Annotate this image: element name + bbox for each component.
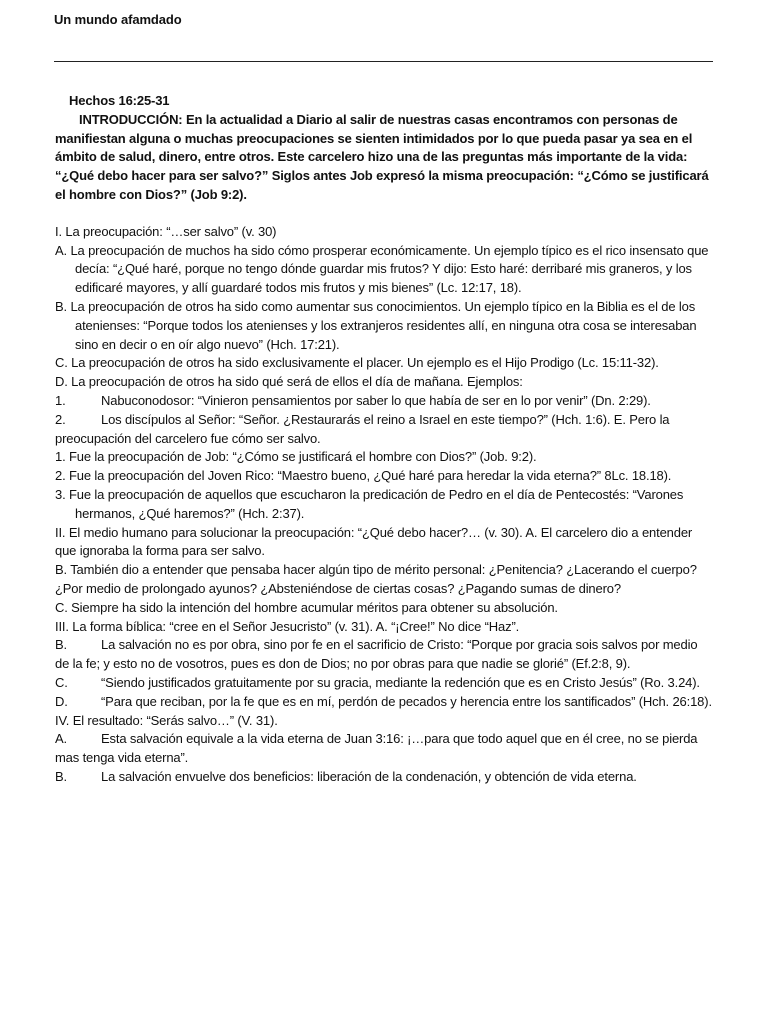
outline-text: Esta salvación equivale a la vida eterna de Juan 3:16: ¡…para que todo aquel que en él cree, no se pierda mas tenga vida eterna”. xyxy=(55,731,698,766)
outline-paragraph: 1. Fue la preocupación de Job: “¿Cómo se justificará el hombre con Dios?” (Job. 9:2). xyxy=(55,449,537,465)
introduction-paragraph: INTRODUCCIÓN: En la actualidad a Diario al salir de nuestras casas encontramos con personas de manifiestan alguna o muchas preocupaciones se sienten intimidados por lo que pueda pasar ya sea en el ámbito de salud, dinero, entre otros. Este carcelero hizo una de las preguntas más importante de la vida: “¿Qué debo hacer para ser salvo?” Siglos antes Job expresó la misma preocupación: “¿Cómo se justificará el hombre con Dios?” (Job 9:2). xyxy=(55,111,709,202)
outline-text: La salvación no es por obra, sino por fe en el sacrificio de Cristo: “Porque por gracia sois salvos por medio de la fe; y esto no de vosotros, pues es don de Dios; no por obras para que nadie se glorié” (Ef.2:8, 9). xyxy=(55,637,698,672)
outline-label: B. xyxy=(55,637,67,653)
paragraph-spacer xyxy=(55,205,715,223)
outline-label: B. xyxy=(55,768,67,784)
outline-paragraph: B. La preocupación de otros ha sido como aumentar sus conocimientos. Un ejemplo típico en la Biblia es el de los atenienses: “Porque todos los atenienses y los extranjeros residentes allí, en ninguna otra cosa se interesaban sino en decir o en oír algo nuevo” (Hch. 17:21). xyxy=(55,298,697,352)
outline-text: “Para que reciban, por la fe que es en mí, perdón de pecados y herencia entre los santificados” (Hch. 26:18). xyxy=(101,693,712,709)
outline-paragraph: IV. El resultado: “Serás salvo…” (V. 31). xyxy=(55,712,278,728)
outline-paragraph xyxy=(55,674,715,693)
outline-paragraph: II. El medio humano para solucionar la preocupación: “¿Qué debo hacer?… (v. 30). A. El carcelero dio a entender que ignoraba la forma para ser salvo. xyxy=(55,524,693,559)
outline-text: “Siendo justificados gratuitamente por su gracia, mediante la redención que es en Cristo Jesús” (Ro. 3.24). xyxy=(101,674,700,690)
outline-paragraph: B. También dio a entender que pensaba hacer algún tipo de mérito personal: ¿Penitencia? ¿Lacerando el cuerpo? ¿Por medio de prolongado ayunos? ¿Absteniéndose de ciertas cosas? ¿Pagando sumas de dinero? xyxy=(55,562,697,596)
outline-label: C. xyxy=(55,674,68,690)
outline-paragraph xyxy=(55,392,715,411)
outline-label: D. xyxy=(55,693,68,709)
sermon-outline xyxy=(55,223,715,787)
outline-paragraph xyxy=(55,411,715,449)
scripture-reference: Hechos 16:25-31 xyxy=(69,93,170,108)
outline-paragraph: III. La forma bíblica: “cree en el Señor Jesucristo” (v. 31). A. “¡Cree!” No dice “Haz”. xyxy=(55,618,520,634)
outline-paragraph xyxy=(55,730,715,768)
page-title: Un mundo afamdado xyxy=(54,12,182,27)
outline-label: 2. xyxy=(55,411,66,427)
document-body xyxy=(55,92,715,787)
outline-paragraph: C. La preocupación de otros ha sido exclusivamente el placer. Un ejemplo es el Hijo Prodigo (Lc. 15:11-32). xyxy=(55,355,659,371)
outline-paragraph: 3. Fue la preocupación de aquellos que escucharon la predicación de Pedro en el día de Pentecostés: “Varones hermanos, ¿Qué haremos?” (Hch. 2:37). xyxy=(55,486,684,521)
outline-paragraph xyxy=(55,636,715,674)
outline-paragraph: C. Siempre ha sido la intención del hombre acumular méritos para obtener su absolución. xyxy=(55,599,558,615)
outline-text: Los discípulos al Señor: “Señor. ¿Restaurarás el reino a Israel en este tiempo?” (Hch. 1:6). E. Pero la preocupación del carcelero fue cómo ser salvo. xyxy=(55,411,670,446)
header-divider xyxy=(54,61,713,62)
outline-text: La salvación envuelve dos beneficios: liberación de la condenación, y obtención de vida eterna. xyxy=(101,768,637,784)
outline-label: 1. xyxy=(55,392,66,408)
outline-paragraph xyxy=(55,768,715,787)
outline-text: Nabuconodosor: “Vinieron pensamientos por saber lo que había de ser en lo por venir” (Dn. 2:29). xyxy=(101,392,651,408)
outline-paragraph: I. La preocupación: “…ser salvo” (v. 30) xyxy=(55,223,277,239)
outline-label: A. xyxy=(55,731,67,747)
outline-paragraph: 2. Fue la preocupación del Joven Rico: “Maestro bueno, ¿Qué haré para heredar la vida eterna?” 8Lc. 18.18). xyxy=(55,468,672,484)
outline-paragraph xyxy=(55,693,715,712)
outline-paragraph: A. La preocupación de muchos ha sido cómo prosperar económicamente. Un ejemplo típico es el rico insensato que decía: “¿Qué haré, porque no tengo dónde guardar mis frutos? Y dijo: Esto haré: derribaré mis graneros, y los edificaré mayores, y allí guardaré todos mis frutos y mis bienes” (Lc. 12:17, 18). xyxy=(55,242,709,296)
outline-paragraph: D. La preocupación de otros ha sido qué será de ellos el día de mañana. Ejemplos: xyxy=(55,374,523,390)
